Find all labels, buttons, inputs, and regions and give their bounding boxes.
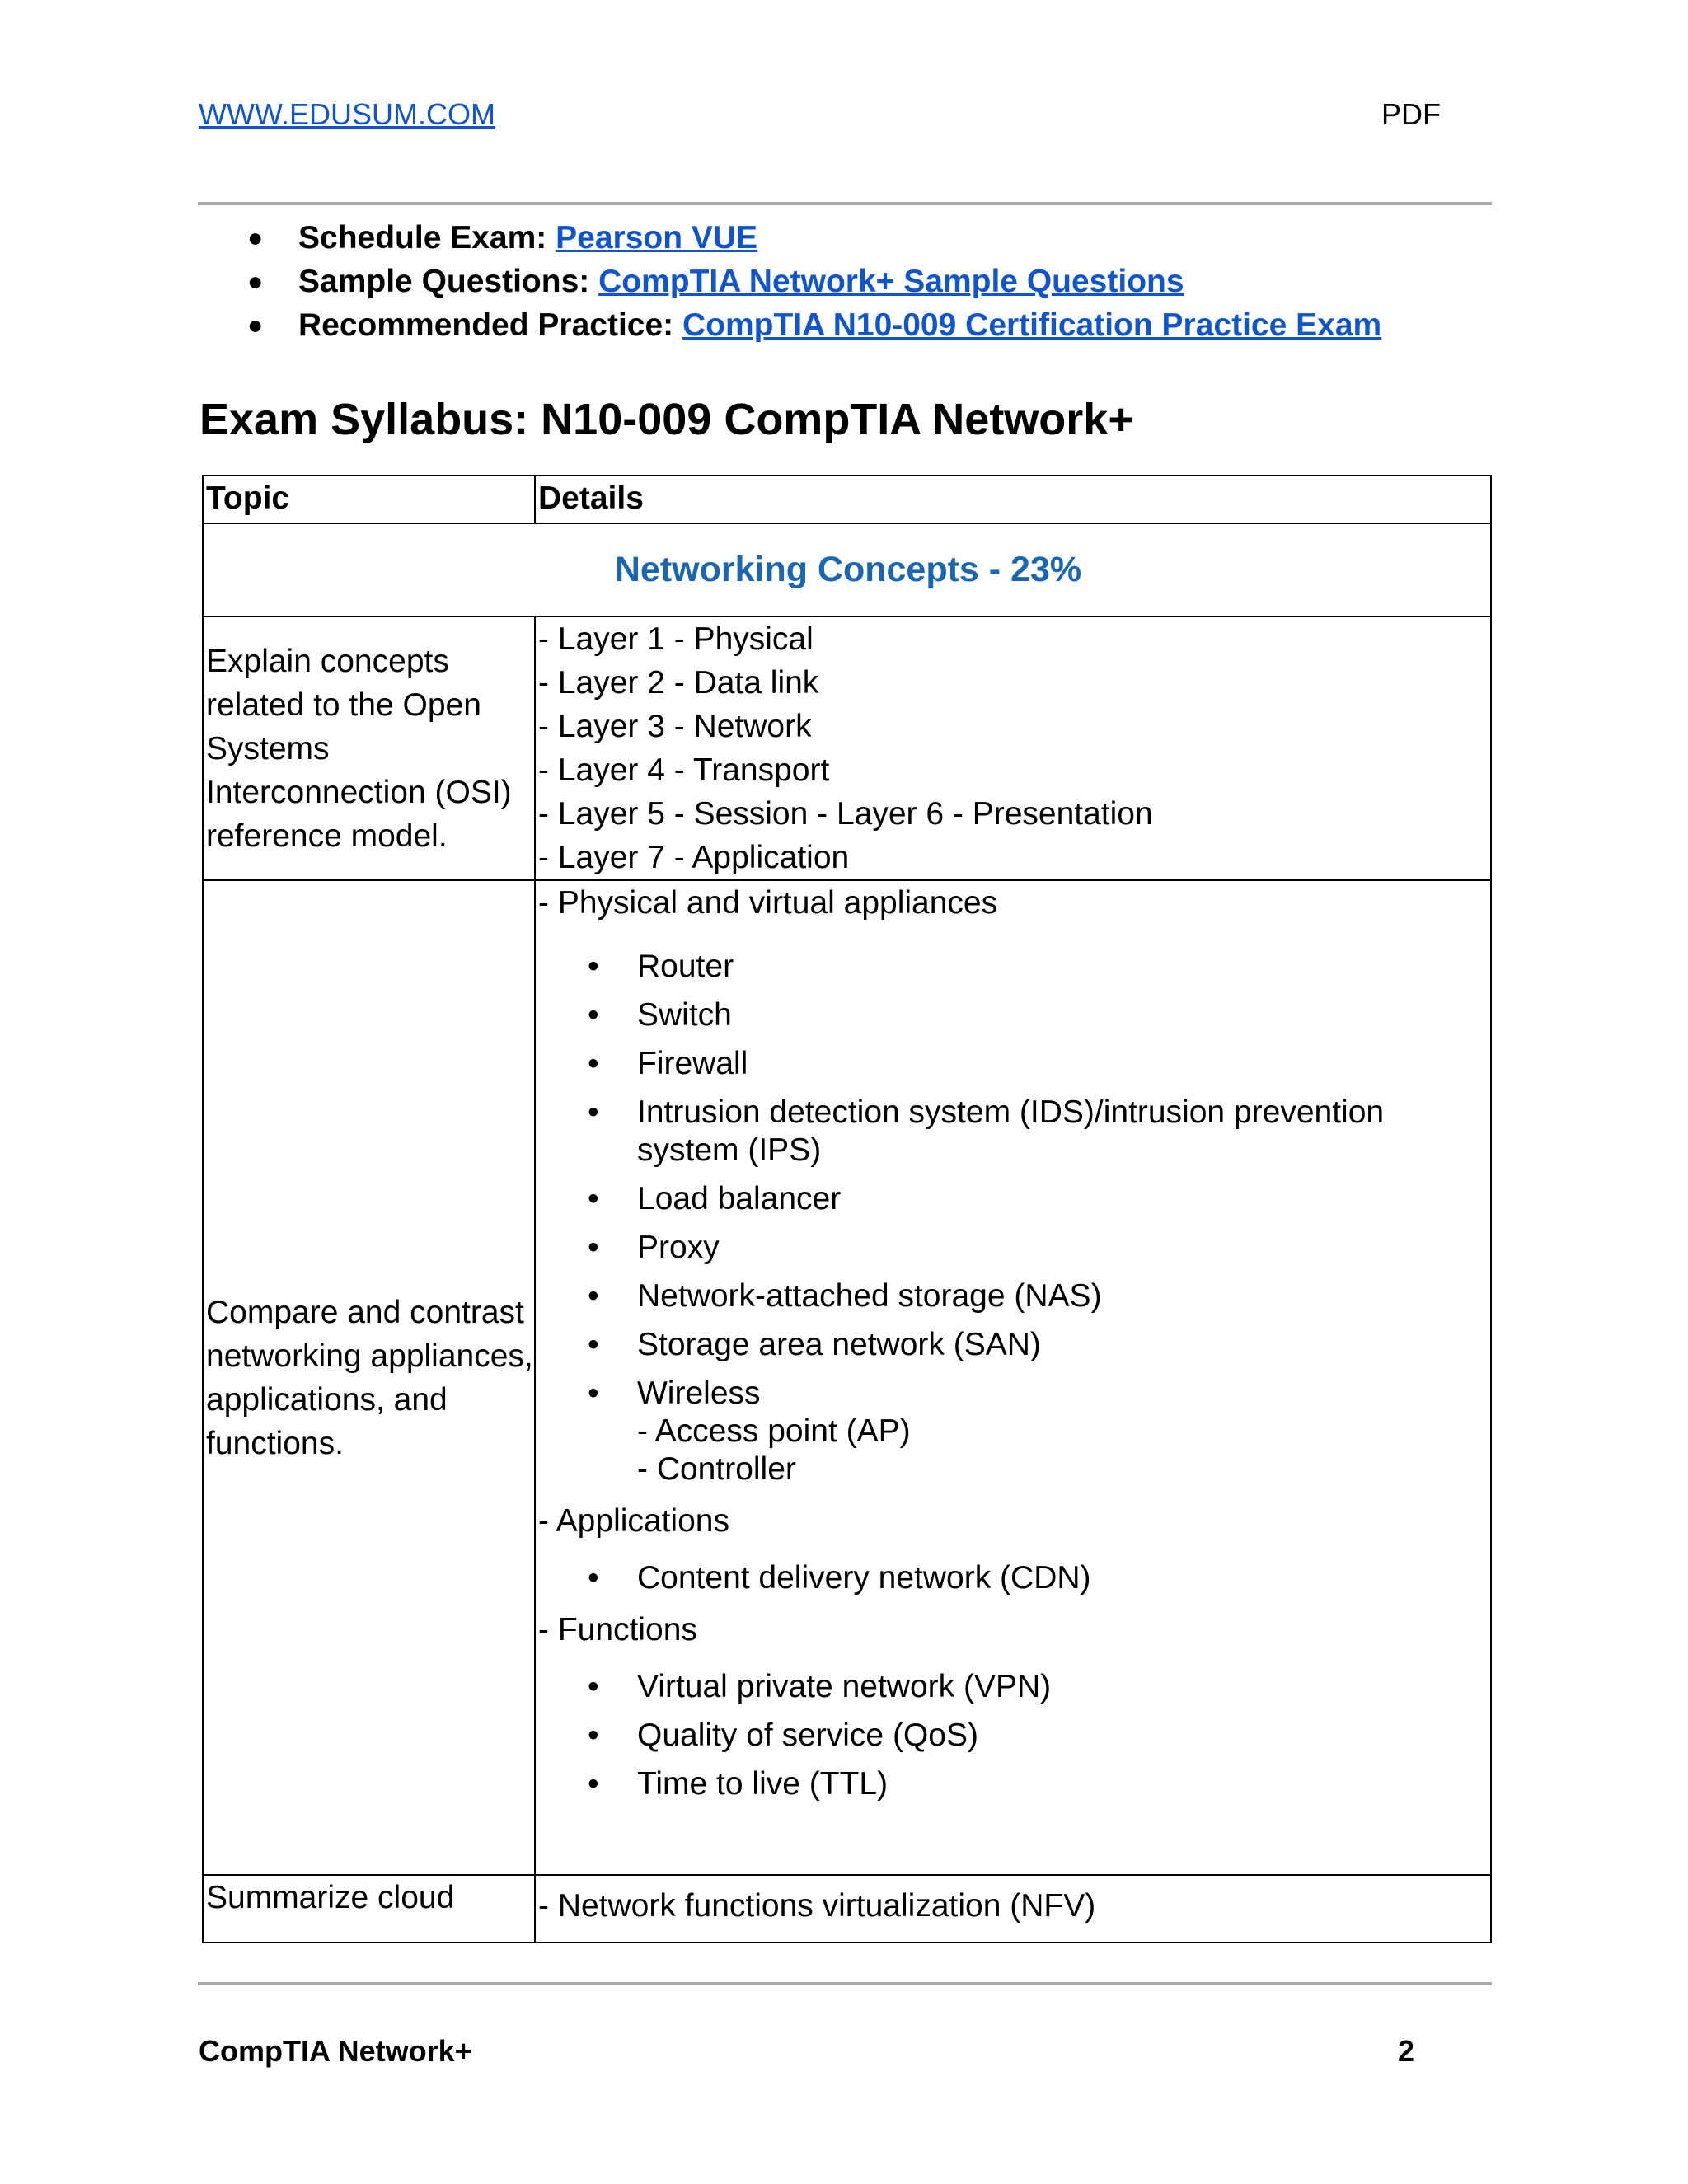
syllabus-table <box>202 475 1492 1943</box>
column-header-details: Details <box>535 476 1491 523</box>
list-item: • Proxy <box>538 1229 1490 1267</box>
list-item: • Router <box>538 948 1490 986</box>
detail-list <box>538 1668 1490 1803</box>
site-link[interactable]: WWW.EDUSUM.COM <box>199 97 495 131</box>
list-item-label: • Wireless <box>637 1376 761 1411</box>
list-item: • Network-attached storage (NAS) <box>538 1277 1490 1315</box>
bullet-icon: ● <box>247 266 264 296</box>
practice-exam-link[interactable]: CompTIA N10-009 Certification Practice Exam <box>682 307 1382 343</box>
link-label: Schedule Exam: <box>298 220 547 255</box>
list-item: • Intrusion detection system (IDS)/intrusion prevention system (IPS) <box>538 1094 1490 1169</box>
table-header-row <box>203 476 1491 523</box>
pearson-vue-link[interactable]: Pearson VUE <box>556 220 758 255</box>
list-item: • Storage area network (SAN) <box>538 1326 1490 1364</box>
list-item: • Switch <box>538 996 1490 1034</box>
details-cell <box>535 616 1491 880</box>
details-cell: - Network functions virtualization (NFV) <box>535 1875 1491 1943</box>
topic-cell: Summarize cloud <box>203 1875 535 1943</box>
detail-group-heading: - Applications <box>538 1503 729 1539</box>
page-number: 2 <box>1397 2034 1414 2068</box>
list-item <box>538 1375 1490 1488</box>
footer-divider <box>198 1982 1492 1985</box>
footer-title: CompTIA Network+ <box>199 2034 472 2068</box>
section-row <box>203 523 1491 616</box>
details-cell <box>535 880 1491 1875</box>
detail-line: - Layer 1 - Physical <box>538 621 814 657</box>
format-label: PDF <box>1381 97 1441 131</box>
sample-questions-link[interactable]: CompTIA Network+ Sample Questions <box>598 264 1184 299</box>
detail-group-heading: - Physical and virtual appliances <box>538 885 998 921</box>
detail-list <box>538 948 1490 1488</box>
resource-links <box>247 216 1381 347</box>
list-item <box>247 216 1381 260</box>
bullet-icon: ● <box>247 310 264 340</box>
page-title: Exam Syllabus: N10-009 CompTIA Network+ <box>199 395 1134 444</box>
list-item <box>247 303 1381 347</box>
list-item <box>247 260 1381 303</box>
detail-line: - Layer 5 - Session - Layer 6 - Presentation <box>538 796 1153 832</box>
list-item: • Content delivery network (CDN) <box>538 1559 1490 1597</box>
table-row <box>203 880 1491 1875</box>
sub-item: - Access point (AP) <box>637 1413 911 1449</box>
detail-line: - Layer 2 - Data link <box>538 665 819 701</box>
link-label: Sample Questions: <box>298 264 590 299</box>
detail-group-heading: - Functions <box>538 1612 697 1647</box>
header-divider <box>198 202 1492 205</box>
detail-line: - Layer 7 - Application <box>538 840 850 875</box>
column-header-topic: Topic <box>203 476 535 523</box>
detail-line: - Layer 4 - Transport <box>538 752 830 788</box>
detail-line: - Layer 3 - Network <box>538 709 812 744</box>
detail-list <box>538 1559 1490 1597</box>
topic-cell: Explain concepts related to the Open Systems Interconnection (OSI) reference model. <box>203 616 535 880</box>
list-item: • Virtual private network (VPN) <box>538 1668 1490 1706</box>
topic-cell: Compare and contrast networking appliances, applications, and functions. <box>203 880 535 1875</box>
bullet-icon: ● <box>247 223 264 252</box>
list-item: • Time to live (TTL) <box>538 1765 1490 1803</box>
table-row <box>203 616 1491 880</box>
list-item: • Quality of service (QoS) <box>538 1717 1490 1755</box>
section-title: Networking Concepts - 23% <box>203 523 1491 616</box>
table-row <box>203 1875 1491 1943</box>
list-item: • Firewall <box>538 1045 1490 1083</box>
link-label: Recommended Practice: <box>298 307 674 343</box>
sub-item: - Controller <box>637 1451 796 1487</box>
list-item: • Load balancer <box>538 1180 1490 1218</box>
